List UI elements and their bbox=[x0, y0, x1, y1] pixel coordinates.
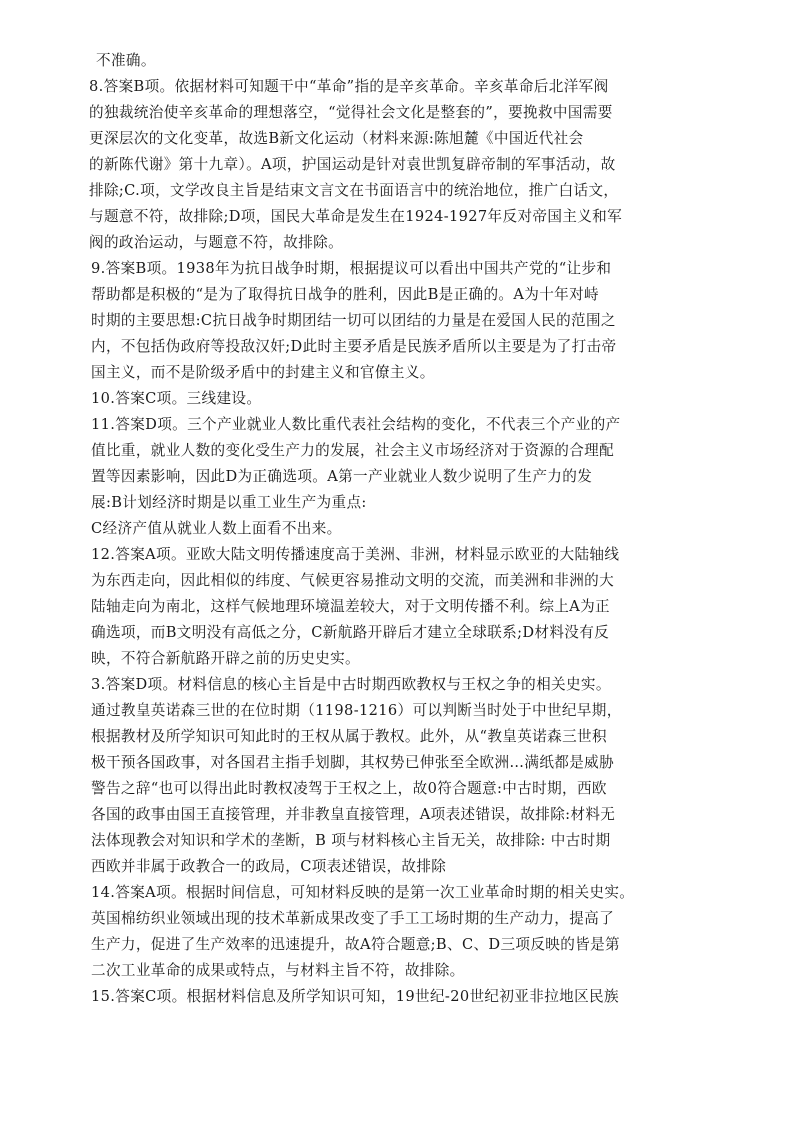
text-line: 更深层次的文化变革，故选B新文化运动（材料来源:陈旭麓《中国近代社会 bbox=[89, 130, 584, 147]
text-line: 值比重，就业人数的变化受生产力的发展，社会主义市场经济对于资源的合理配 bbox=[91, 442, 615, 459]
text-line: 法体现教会对知识和学术的垄断，B 项与材料核心主旨无关，故排除: 中古时期 bbox=[91, 832, 611, 849]
text-line: 英国棉纺织业领域出现的技术革新成果改变了手工工场时期的生产动力，提高了 bbox=[91, 910, 615, 927]
text-line: 排除;C.项，文学改良主旨是结束文言文在书面语言中的统治地位，推广白话文， bbox=[89, 182, 619, 199]
text-line: 陆轴走向为南北，这样气候地理环境温差较大，对于文明传播不利。综上A为正 bbox=[91, 598, 610, 615]
text-line: 阀的政治运动，与题意不符，故排除。 bbox=[89, 234, 344, 251]
text-line: 的新陈代谢》第十九章）。A项，护国运动是针对袁世凯复辟帝制的军事活动，故 bbox=[89, 156, 616, 173]
text-line: 确选项，而B文明没有高低之分，C新航路开辟后才建立全球联系;D材料没有反 bbox=[91, 624, 610, 641]
text-line: 15.答案C项。根据材料信息及所学知识可知，19世纪-20世纪初亚非拉地区民族 bbox=[91, 988, 619, 1005]
text-line: 14.答案A项。根据时间信息，可知材料反映的是第一次工业革命时期的相关史实。 bbox=[91, 884, 635, 901]
text-line: 通过教皇英诺森三世的在位时期（1198-1216）可以判断当时处于中世纪早期， bbox=[91, 702, 622, 719]
text-line: 与题意不符，故排除;D项，国民大革命是发生在1924-1927年反对帝国主义和军 bbox=[89, 208, 623, 225]
text-line: 帮助都是积极的“是为了取得抗日战争的胜利，因此B是正确的。A为十年对峙 bbox=[91, 286, 599, 303]
text-line: 不准确。 bbox=[96, 52, 156, 69]
text-line: 二次工业革命的成果或特点，与材料主旨不符，故排除。 bbox=[91, 962, 465, 979]
text-line: 9.答案B项。1938年为抗日战争时期，根据提议可以看出中国共产党的“让步和 bbox=[91, 260, 612, 277]
text-line: 国主义，而不是阶级矛盾中的封建主义和官僚主义。 bbox=[91, 364, 435, 381]
text-line: 各国的政事由国王直接管理，并非教皇直接管理，A项表述错误，故排除:材料无 bbox=[91, 806, 616, 823]
text-line: 生产力，促进了生产效率的迅速提升，故A符合题意;B、C、D三项反映的皆是第 bbox=[91, 936, 620, 953]
text-line: 时期的主要思想:C抗日战争时期团结一切可以团结的力量是在爱国人民的范围之 bbox=[91, 312, 616, 329]
text-line: 12.答案A项。亚欧大陆文明传播速度高于美洲、非洲，材料显示欧亚的大陆轴线 bbox=[91, 546, 620, 563]
text-line: 为东西走向，因此相似的纬度、气候更容易推动文明的交流，而美洲和非洲的大 bbox=[91, 572, 615, 589]
text-line: 极干预各国政事，对各国君主指手划脚，其权势已伸张至全欧洲…满纸都是威胁 bbox=[91, 754, 615, 771]
text-line: 置等因素影响，因此D为正确选项。A第一产业就业人数少说明了生产力的发 bbox=[91, 468, 593, 485]
text-line: 展:B计划经济时期是以重工业生产为重点: bbox=[91, 494, 367, 511]
text-line: 3.答案D项。材料信息的核心主旨是中古时期西欧教权与王权之争的相关史实。 bbox=[91, 676, 611, 693]
text-line: 的独裁统治使辛亥革命的理想落空，“觉得社会文化是整套的”，要挽救中国需要 bbox=[89, 104, 613, 121]
text-line: 警告之辞“也可以得出此时教权凌驾于王权之上，故0符合题意:中古时期，西欧 bbox=[91, 780, 607, 797]
text-line: 内，不包括伪政府等投敌汉奸;D此时主要矛盾是民族矛盾所以主要是为了打击帝 bbox=[91, 338, 617, 355]
text-line: 8.答案B项。依据材料可知题干中“革命”指的是辛亥革命。辛亥革命后北洋军阀 bbox=[89, 78, 609, 95]
text-line: 11.答案D项。三个产业就业人数比重代表社会结构的变化，不代表三个产业的产 bbox=[91, 416, 621, 433]
text-line: 映，不符合新航路开辟之前的历史史实。 bbox=[91, 650, 360, 667]
text-line: 根据教材及所学知识可知此时的王权从属于教权。此外，从“教皇英诺森三世积 bbox=[91, 728, 607, 745]
text-line: C经济产值从就业人数上面看不出来。 bbox=[91, 520, 342, 537]
text-line: 10.答案C项。三线建设。 bbox=[91, 390, 262, 407]
text-line: 西欧并非属于政教合一的政局，C项表述错误，故排除 bbox=[91, 858, 447, 875]
